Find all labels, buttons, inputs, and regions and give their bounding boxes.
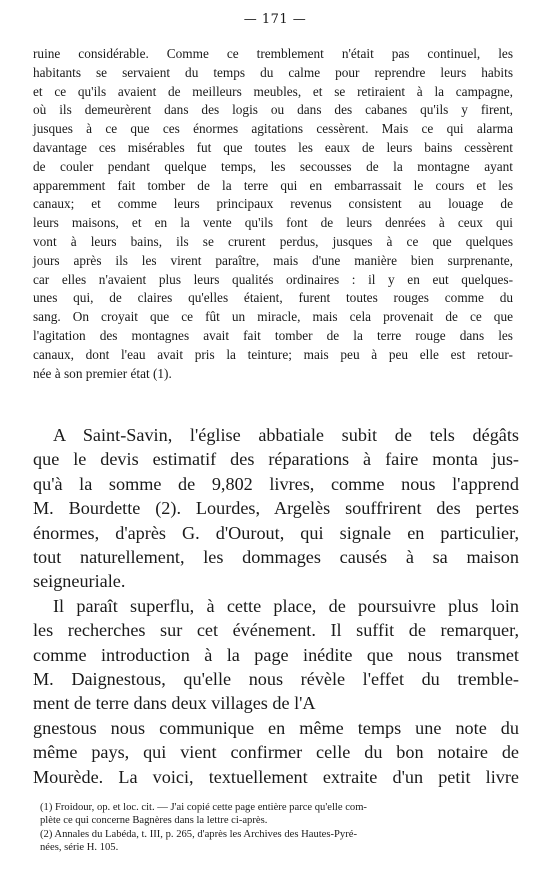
page-number: — 171 — [243,12,307,27]
body-line: gnestous nous communique en même temps une note du [33,717,519,738]
quote-line: et ce qu'ils avaient de meilleurs meubles, et se retiraient à la campagne, [33,83,513,99]
footnote-line: plète ce qui concerne Bagnères dans la lettre ci-après. [40,815,268,827]
quoted-passage [33,45,513,383]
body-line: comme introduction à la page inédite que nous transmet [33,644,519,665]
quote-line: jusques à ce que ces énormes agitations cessèrent. Mais ce qui alarma [33,121,513,137]
body-line-damaged: ment de terre dans deux villages de l'A [33,693,316,714]
footnote-line: (2) Annales du Labéda, t. III, p. 265, d'après les Archives des Hautes-Pyré- [40,828,357,840]
footnote-line: nées, série H. 105. [40,842,119,854]
quote-line: unes qui, de claires qu'elles étaient, furent toutes rouges comme du [33,290,513,306]
body-line: énormes, d'après G. d'Ourout, qui signale en particulier, [33,522,519,543]
quote-line: canaux, dont l'eau avait pris la teinture; mais peu à peu elle est retour- [33,346,513,362]
body-line: Mourède. La voici, textuellement extraite d'un petit livre [33,766,519,787]
quote-line: où ils demeurèrent dans des logis ou dans des cabanes qu'ils y firent, [33,102,513,118]
quote-line: apparemment fait tomber de la terre qui en embarrassait le cours et les [33,177,513,193]
quote-line: davantage ces misérables fut que toutes les eaux de leurs bains cessèrent [33,139,513,155]
quote-line: jours après ils les virent paraître, mais d'une manière bien surprenante, [33,252,513,268]
quote-line: de couler pendant quelque temps, les secousses de la montagne ayant [33,158,513,174]
quote-line: leurs maisons, et en la vente qu'ils font de leurs denrées à ceux qui [33,215,513,231]
body-line: que le devis estimatif des réparations à faire monta jus- [33,449,519,470]
body-line: A Saint-Savin, l'église abbatiale subit de tels dégâts [53,425,519,445]
quote-line: ruine considérable. Comme ce tremblement n'était pas continuel, les [33,46,513,61]
footnotes [40,801,510,855]
quote-line: sang. On croyait que ce fût un miracle, mais cela provenait de ce que [33,309,513,325]
quote-line: canaux; et comme leurs principaux revenus consistent au louage de [33,196,513,212]
quote-line: habitants se servaient du temps du calme pour reprendre leurs habits [33,64,513,80]
quote-line: vont à leurs bains, ils se crurent perdus, jusques à ce que quelques [33,233,513,249]
quote-line: car elles n'avaient plus leurs qualités ordinaires : il y en eut quelques- [33,271,513,287]
body-line: M. Daignestous, qu'elle nous révèle l'effet du tremble- [33,669,519,690]
footnote-line: (1) Froidour, op. et loc. cit. — J'ai copié cette page entière parce qu'elle com- [40,802,367,813]
body-line: même pays, qui vient confirmer celle du bon notaire de [33,742,519,763]
quote-line: née à son premier état (1). [33,365,172,381]
body-line: tout naturellement, les dommages causés à sa maison [33,547,519,568]
body-line: qu'à la somme de 9,802 livres, comme nous l'apprend [33,473,519,494]
quote-line: l'agitation des montagnes avait fait tomber de la terre rouge dans les [33,327,513,343]
body-line: seigneuriale. [33,571,126,592]
main-text [33,423,519,789]
body-line: M. Bourdette (2). Lourdes, Argelès souffrirent des pertes [33,498,519,519]
body-line: Il paraît superflu, à cette place, de poursuivre plus loin [53,595,519,616]
body-line: les recherches sur cet événement. Il suffit de remarquer, [33,620,519,641]
